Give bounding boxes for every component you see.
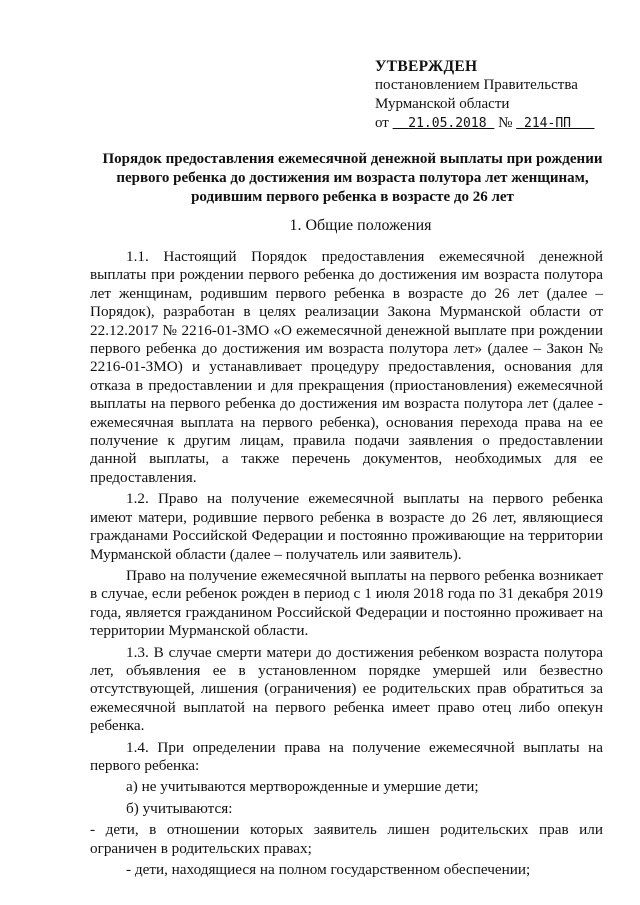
list-item-b: б) учитываются: (126, 799, 233, 817)
approval-stamp (375, 57, 625, 133)
document-title: Порядок предоставления ежемесячной денежной выплаты при рождении первого ребенка до достижения им возраста полутора лет женщинам, родившим первого ребенка в возрасте до 26 лет (102, 151, 603, 205)
approval-number-sign: № (498, 115, 513, 131)
approval-line-2: Мурманской области (375, 96, 510, 112)
approval-date-prefix: от (375, 115, 389, 131)
paragraph-1-3: 1.3. В случае смерти матери до достижения ребенком возраста полутора лет, объявления ее в установленном порядке умершей или безвестно отсутствующей, лишения (ограничения) ее родительских прав обратиться за ежемесячной выплатой на первого ребенка имеет право отец либо опекун ребенка. (90, 643, 603, 735)
document-body (90, 248, 603, 879)
paragraph-1-1: 1.1. Настоящий Порядок предоставления ежемесячной денежной выплаты при рождении первого ребенка до достижения им возраста полутора лет женщинам, родившим первого ребенка в возрасте до 26 лет (далее – Порядок), разработан в целях реализации Закона Мурманской области от 22.12.2017 № 2216-01-ЗМО «О ежемесячной денежной выплате при рождении первого ребенка до достижения им возраста полутора лет» (далее – Закон № 2216-01-ЗМО) и устанавливает процедуру предоставления, основания для отказа в предоставлении и для прекращения (приостановления) ежемесячной выплаты на первого ребенка до достижения им возраста полутора лет (далее - ежемесячная выплата на первого ребенка), основания перехода права на ее получение к другим лицам, правила подачи заявления о предоставлении данной выплаты, а также перечень документов, необходимых для ее предоставления. (90, 248, 603, 486)
paragraph-1-2b: Право на получение ежемесячной выплаты на первого ребенка возникает в случае, если ребенок рожден в период с 1 июля 2018 года по 31 декабря 2019 года, является гражданином Российской Федерации и постоянно проживает на территории Мурманской области. (90, 566, 603, 640)
approval-line-1: постановлением Правительства (375, 77, 578, 93)
paragraph-1-4: 1.4. При определении права на получение ежемесячной выплаты на первого ребенка: (90, 738, 603, 774)
approval-date-line (375, 114, 625, 133)
approval-heading: УТВЕРЖДЕН (375, 58, 478, 75)
list-item-b1: - дети, в отношении которых заявитель лишен родительских прав или ограничен в родительских правах; (90, 821, 603, 857)
approval-number-value: 214-ПП (524, 116, 571, 131)
paragraph-1-2a: 1.2. Право на получение ежемесячной выплаты на первого ребенка имеют матери, родившие первого ребенка в возрасте до 26 лет, являющиеся гражданами Российской Федерации и постоянно проживающие на территории Мурманской области (далее – получатель или заявитель). (90, 490, 603, 563)
list-item-a: а) не учитываются мертворожденные и умершие дети; (126, 778, 479, 796)
list-item-b2: - дети, находящиеся на полном государственном обеспечении; (126, 861, 531, 878)
approval-date-value: 21.05.2018 (408, 116, 487, 131)
section-heading: 1. Общие положения (289, 217, 432, 234)
